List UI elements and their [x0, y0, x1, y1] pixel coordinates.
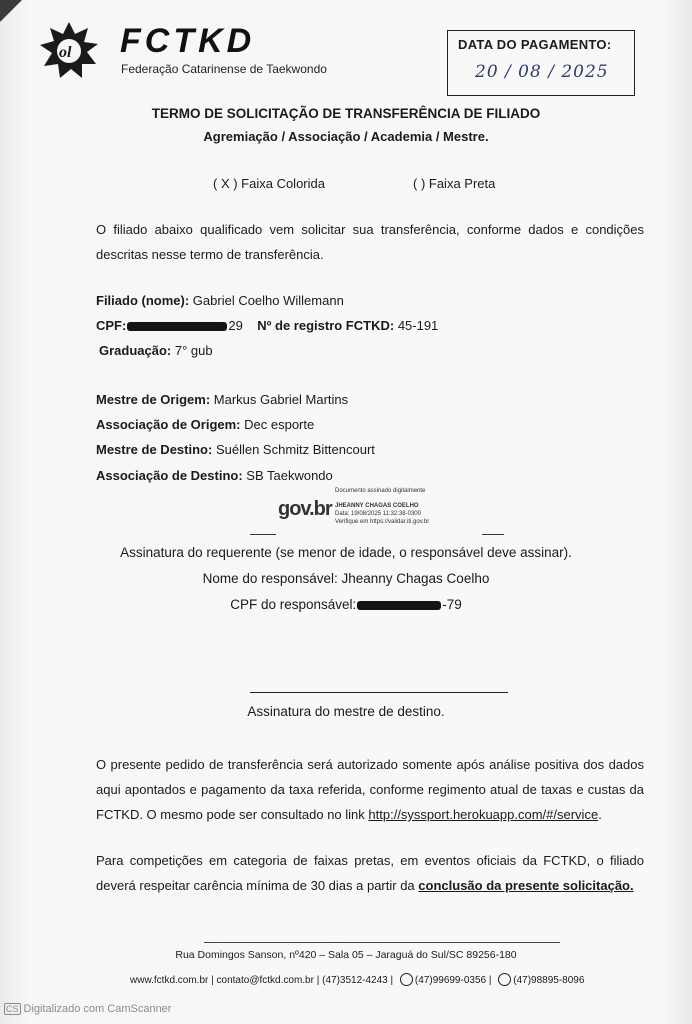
signature-date: Data: 19/08/2025 11:32:38-0300 — [335, 511, 421, 517]
svg-text:ol: ol — [59, 44, 72, 61]
footer-separator: | — [390, 975, 394, 987]
signature-line-left — [250, 534, 276, 535]
responsavel-cpf — [0, 597, 692, 612]
field-mestre-origem-label: Mestre de Origem: — [96, 392, 211, 407]
footer-whatsapp-1: (47)99699-0356 — [414, 975, 487, 987]
document-subtitle: Agremiação / Associação / Academia / Mestre. — [203, 129, 489, 144]
fctkd-logo-icon — [38, 20, 100, 80]
field-assoc-destino — [96, 468, 333, 483]
camscanner-text: Digitalizado com CamScanner — [23, 1003, 172, 1015]
field-assoc-origem-value: Dec esporte — [244, 417, 315, 432]
redaction-bar — [127, 322, 227, 331]
competition-text: Para competições em categoria de faixas pretas, em eventos oficiais da FCTKD, o filiado deverá respeitar carência mínima de 30 dias a partir da — [96, 853, 644, 893]
footer-separator: | — [316, 975, 320, 987]
field-cpf-label: CPF: — [96, 318, 127, 333]
notice-end: . — [598, 807, 602, 822]
redaction-bar — [357, 601, 441, 610]
notice-paragraph — [96, 752, 644, 827]
footer-website[interactable]: www.fctkd.com.br — [130, 975, 209, 987]
footer-phone: (47)3512-4243 — [322, 975, 388, 987]
field-assoc-origem-label: Associação de Origem: — [96, 417, 241, 432]
brand-name: FCTKD — [120, 22, 256, 60]
field-registro-label: Nº de registro FCTKD: — [257, 318, 395, 333]
payment-date-label: DATA DO PAGAMENTO: — [458, 37, 612, 52]
field-assoc-destino-value: SB Taekwondo — [246, 468, 333, 483]
payment-date-value: 20 / 08 / 2025 — [475, 62, 609, 82]
footer-separator: | — [211, 975, 214, 987]
option-black-belt: ( ) Faixa Preta — [413, 176, 496, 191]
field-mestre-destino-label: Mestre de Destino: — [96, 442, 213, 457]
field-mestre-origem — [96, 392, 348, 407]
footer-contacts — [130, 974, 584, 987]
signature-signer: JHEANNY CHAGAS COELHO — [335, 503, 419, 509]
signature-verify: Verifique em https://validar.iti.gov.br — [335, 519, 430, 525]
field-name — [96, 293, 344, 308]
field-cpf — [96, 318, 438, 333]
intro-paragraph: O filiado abaixo qualificado vem solicitar sua transferência, conforme dados e condições descritas nesse termo de transferência. — [96, 222, 644, 262]
competition-paragraph — [96, 848, 644, 898]
whatsapp-icon — [400, 973, 413, 986]
govbr-logo: gov.br — [278, 498, 332, 520]
document-title: TERMO DE SOLICITAÇÃO DE TRANSFERÊNCIA DE FILIADO — [151, 106, 541, 121]
responsavel-name — [0, 571, 692, 586]
option-colored-belt: ( X ) Faixa Colorida — [213, 176, 325, 191]
service-link[interactable]: http://syssport.herokuapp.com/#/service — [368, 807, 599, 822]
field-graduacao-label: Graduação: — [99, 343, 172, 358]
responsavel-cpf-suffix: -79 — [442, 597, 462, 612]
footer-separator: | — [488, 975, 492, 987]
signature-note-1: Documento assinado digitalmente — [335, 488, 426, 494]
field-registro-value: 45-191 — [397, 318, 439, 333]
camscanner-icon: CS — [6, 1004, 19, 1014]
field-cpf-suffix: 29 — [228, 318, 243, 333]
field-mestre-destino — [96, 442, 375, 457]
requester-signature-caption: Assinatura do requerente (se menor de idade, o responsável deve assinar). — [120, 545, 572, 560]
footer-whatsapp-2: (47)98895-8096 — [513, 975, 585, 987]
signature-line-right — [482, 534, 504, 535]
field-name-label: Filiado (nome): — [96, 293, 190, 308]
footer-email[interactable]: contato@fctkd.com.br — [216, 975, 314, 987]
field-mestre-origem-value: Markus Gabriel Martins — [213, 392, 349, 407]
field-assoc-origem — [96, 417, 314, 432]
notice-text: O presente pedido de transferência será autorizado somente após análise positiva dos dados aqui apontados e pagamento da taxa referida, conforme regimento atual de taxas e custas da FCTKD. O mesmo pode ser consultado no link — [96, 757, 644, 822]
footer-address: Rua Domingos Sanson, nº420 – Sala 05 – Jaraguá do Sul/SC 89256-180 — [175, 949, 517, 961]
camscanner-watermark — [4, 1003, 171, 1015]
field-assoc-destino-label: Associação de Destino: — [96, 468, 243, 483]
field-graduacao — [99, 343, 213, 358]
master-signature-caption: Assinatura do mestre de destino. — [247, 704, 445, 719]
field-graduacao-value: 7° gub — [174, 343, 213, 358]
responsavel-name-label: Nome do responsável: — [202, 571, 338, 586]
field-name-value: Gabriel Coelho Willemann — [192, 293, 344, 308]
field-mestre-destino-value: Suéllen Schmitz Bittencourt — [215, 442, 375, 457]
scan-corner — [0, 0, 22, 22]
competition-emphasis: conclusão da presente solicitação. — [418, 878, 634, 893]
master-signature-line — [250, 692, 508, 693]
footer-divider — [204, 942, 560, 943]
brand-subtitle: Federação Catarinense de Taekwondo — [121, 62, 327, 76]
whatsapp-icon — [498, 973, 511, 986]
responsavel-name-value: Jheanny Chagas Coelho — [341, 571, 490, 586]
responsavel-cpf-label: CPF do responsável: — [230, 597, 357, 612]
